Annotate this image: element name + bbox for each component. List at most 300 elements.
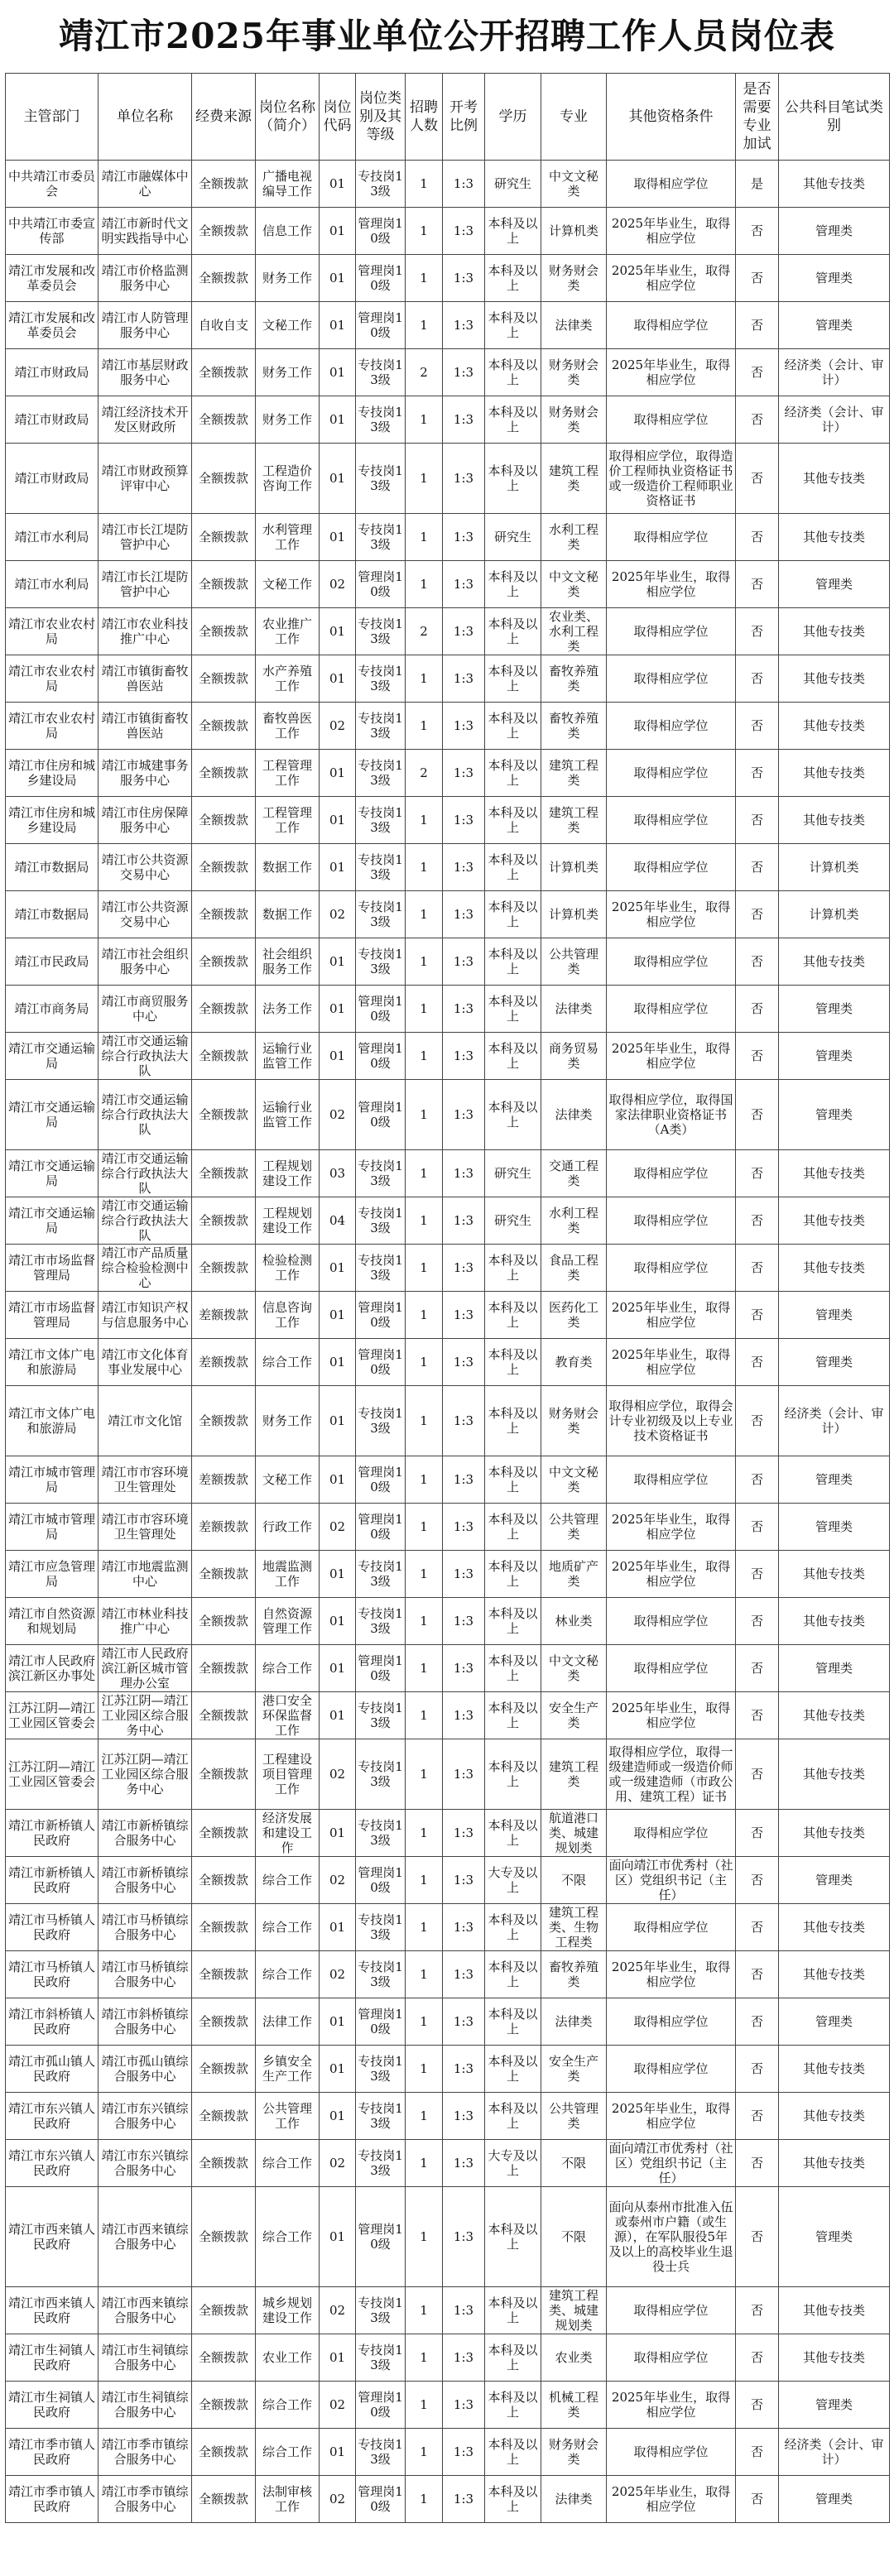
table-row (6, 396, 890, 444)
unit-cell: 靖江市基层财政服务中心 (99, 349, 192, 396)
funding-cell: 全额拨款 (192, 2187, 256, 2287)
exam-type-cell: 其他专技类 (779, 1904, 890, 1951)
count-cell: 1 (406, 703, 443, 750)
ratio-cell: 1:3 (443, 2187, 485, 2287)
category-cell: 专技岗13级 (356, 1197, 406, 1245)
major-cell: 法律类 (541, 302, 607, 349)
ratio-cell: 1:3 (443, 1904, 485, 1951)
table-row (6, 703, 890, 750)
exam-type-cell: 管理类 (779, 2187, 890, 2287)
table-row (6, 1810, 890, 1857)
funding-cell: 全额拨款 (192, 1386, 256, 1456)
category-cell: 管理岗10级 (356, 1998, 406, 2046)
test-cell: 否 (736, 1386, 779, 1456)
funding-cell: 全额拨款 (192, 1645, 256, 1692)
count-cell: 1 (406, 2429, 443, 2476)
major-cell: 中文文秘类 (541, 161, 607, 208)
requirements-cell: 取得相应学位 (607, 302, 736, 349)
funding-cell: 全额拨款 (192, 2476, 256, 2523)
header-cell: 是否需要专业加试 (736, 74, 779, 161)
test-cell: 否 (736, 349, 779, 396)
requirements-cell: 2025年毕业生，取得相应学位 (607, 2476, 736, 2523)
category-cell: 专技岗13级 (356, 797, 406, 844)
ratio-cell: 1:3 (443, 1504, 485, 1551)
unit-cell: 靖江市斜桥镇综合服务中心 (99, 1998, 192, 2046)
unit-cell: 靖江市长江堤防管护中心 (99, 561, 192, 608)
count-cell: 1 (406, 1692, 443, 1739)
code-cell: 02 (320, 561, 356, 608)
count-cell: 1 (406, 561, 443, 608)
position-cell: 农业推广工作 (256, 608, 320, 655)
requirements-cell: 2025年毕业生，取得相应学位 (607, 1033, 736, 1080)
table-row (6, 1150, 890, 1197)
code-cell: 01 (320, 1645, 356, 1692)
category-cell: 专技岗13级 (356, 938, 406, 986)
test-cell: 否 (736, 1692, 779, 1739)
code-cell: 01 (320, 655, 356, 703)
code-cell: 01 (320, 2334, 356, 2382)
position-cell: 综合工作 (256, 1339, 320, 1386)
category-cell: 管理岗10级 (356, 302, 406, 349)
position-cell: 港口安全环保监督工作 (256, 1692, 320, 1739)
department-cell: 靖江市交通运输局 (6, 1033, 99, 1080)
position-cell: 法律工作 (256, 1998, 320, 2046)
major-cell: 教育类 (541, 1339, 607, 1386)
header-cell: 公共科目笔试类别 (779, 74, 890, 161)
category-cell: 专技岗13级 (356, 514, 406, 561)
funding-cell: 全额拨款 (192, 986, 256, 1033)
major-cell: 农业类 (541, 2334, 607, 2382)
department-cell: 靖江市季市镇人民政府 (6, 2476, 99, 2523)
position-cell: 综合工作 (256, 1645, 320, 1692)
department-cell: 靖江市住房和城乡建设局 (6, 797, 99, 844)
header-cell: 其他资格条件 (607, 74, 736, 161)
code-cell: 01 (320, 255, 356, 302)
major-cell: 法律类 (541, 2476, 607, 2523)
education-cell: 本科及以上 (485, 797, 541, 844)
table-row (6, 1551, 890, 1598)
code-cell: 02 (320, 1080, 356, 1150)
code-cell: 01 (320, 2429, 356, 2476)
test-cell: 否 (736, 2046, 779, 2093)
test-cell: 否 (736, 1456, 779, 1504)
count-cell: 1 (406, 1739, 443, 1810)
unit-cell: 靖江市镇街畜牧兽医站 (99, 703, 192, 750)
ratio-cell: 1:3 (443, 750, 485, 797)
table-row (6, 444, 890, 514)
code-cell: 01 (320, 514, 356, 561)
code-cell: 02 (320, 891, 356, 938)
position-cell: 文秘工作 (256, 561, 320, 608)
ratio-cell: 1:3 (443, 1645, 485, 1692)
ratio-cell: 1:3 (443, 1292, 485, 1339)
exam-type-cell: 计算机类 (779, 891, 890, 938)
exam-type-cell: 经济类（会计、审计） (779, 349, 890, 396)
exam-type-cell: 其他专技类 (779, 1951, 890, 1998)
education-cell: 研究生 (485, 1150, 541, 1197)
education-cell: 本科及以上 (485, 1339, 541, 1386)
table-row (6, 1456, 890, 1504)
department-cell: 靖江市生祠镇人民政府 (6, 2334, 99, 2382)
code-cell: 01 (320, 797, 356, 844)
exam-type-cell: 其他专技类 (779, 1197, 890, 1245)
major-cell: 水利工程类 (541, 514, 607, 561)
education-cell: 本科及以上 (485, 1456, 541, 1504)
test-cell: 否 (736, 2093, 779, 2140)
test-cell: 否 (736, 844, 779, 891)
education-cell: 本科及以上 (485, 1292, 541, 1339)
table-row (6, 2334, 890, 2382)
exam-type-cell: 其他专技类 (779, 1551, 890, 1598)
ratio-cell: 1:3 (443, 1810, 485, 1857)
position-cell: 工程建设项目管理工作 (256, 1739, 320, 1810)
department-cell: 靖江市水利局 (6, 514, 99, 561)
education-cell: 本科及以上 (485, 2334, 541, 2382)
department-cell: 靖江市农业农村局 (6, 703, 99, 750)
ratio-cell: 1:3 (443, 1551, 485, 1598)
requirements-cell: 取得相应学位，取得一级建造师或一级造价师或一级建造师（市政公用、建筑工程）证书 (607, 1739, 736, 1810)
requirements-cell: 取得相应学位，取得国家法律职业资格证书（A类） (607, 1080, 736, 1150)
test-cell: 否 (736, 2140, 779, 2187)
department-cell: 靖江市新桥镇人民政府 (6, 1810, 99, 1857)
count-cell: 1 (406, 2382, 443, 2429)
count-cell: 1 (406, 2334, 443, 2382)
department-cell: 靖江市市场监督管理局 (6, 1292, 99, 1339)
count-cell: 1 (406, 986, 443, 1033)
table-row (6, 986, 890, 1033)
ratio-cell: 1:3 (443, 1456, 485, 1504)
code-cell: 02 (320, 2382, 356, 2429)
major-cell: 安全生产类 (541, 1692, 607, 1739)
department-cell: 靖江市财政局 (6, 444, 99, 514)
unit-cell: 靖江市人民政府滨江新区城市管理办公室 (99, 1645, 192, 1692)
major-cell: 商务贸易类 (541, 1033, 607, 1080)
education-cell: 本科及以上 (485, 1386, 541, 1456)
category-cell: 管理岗10级 (356, 986, 406, 1033)
requirements-cell: 取得相应学位，取得会计专业初级及以上专业技术资格证书 (607, 1386, 736, 1456)
exam-type-cell: 其他专技类 (779, 1598, 890, 1645)
funding-cell: 自收自支 (192, 302, 256, 349)
code-cell: 01 (320, 844, 356, 891)
funding-cell: 全额拨款 (192, 2140, 256, 2187)
unit-cell: 靖江市商贸服务中心 (99, 986, 192, 1033)
test-cell: 否 (736, 986, 779, 1033)
unit-cell: 靖江市财政预算评审中心 (99, 444, 192, 514)
exam-type-cell: 管理类 (779, 208, 890, 255)
category-cell: 专技岗13级 (356, 2046, 406, 2093)
test-cell: 是 (736, 161, 779, 208)
test-cell: 否 (736, 1645, 779, 1692)
table-row (6, 1033, 890, 1080)
major-cell: 计算机类 (541, 844, 607, 891)
position-cell: 广播电视编导工作 (256, 161, 320, 208)
category-cell: 专技岗13级 (356, 844, 406, 891)
major-cell: 财务财会类 (541, 255, 607, 302)
category-cell: 管理岗10级 (356, 1857, 406, 1904)
exam-type-cell: 其他专技类 (779, 655, 890, 703)
position-cell: 城乡规划建设工作 (256, 2287, 320, 2334)
ratio-cell: 1:3 (443, 608, 485, 655)
department-cell: 靖江市西来镇人民政府 (6, 2187, 99, 2287)
position-cell: 综合工作 (256, 1904, 320, 1951)
test-cell: 否 (736, 2429, 779, 2476)
exam-type-cell: 其他专技类 (779, 2093, 890, 2140)
ratio-cell: 1:3 (443, 938, 485, 986)
department-cell: 靖江市应急管理局 (6, 1551, 99, 1598)
count-cell: 1 (406, 514, 443, 561)
exam-type-cell: 其他专技类 (779, 1245, 890, 1292)
category-cell: 专技岗13级 (356, 349, 406, 396)
education-cell: 本科及以上 (485, 1951, 541, 1998)
test-cell: 否 (736, 2287, 779, 2334)
education-cell: 本科及以上 (485, 1645, 541, 1692)
exam-type-cell: 其他专技类 (779, 703, 890, 750)
ratio-cell: 1:3 (443, 2140, 485, 2187)
exam-type-cell: 管理类 (779, 255, 890, 302)
education-cell: 本科及以上 (485, 561, 541, 608)
count-cell: 2 (406, 750, 443, 797)
category-cell: 管理岗10级 (356, 2476, 406, 2523)
ratio-cell: 1:3 (443, 655, 485, 703)
unit-cell: 靖江市交通运输综合行政执法大队 (99, 1197, 192, 1245)
exam-type-cell: 管理类 (779, 1080, 890, 1150)
unit-cell: 靖江市市容环境卫生管理处 (99, 1504, 192, 1551)
count-cell: 1 (406, 1150, 443, 1197)
requirements-cell: 取得相应学位 (607, 2287, 736, 2334)
department-cell: 靖江市民政局 (6, 938, 99, 986)
ratio-cell: 1:3 (443, 703, 485, 750)
count-cell: 1 (406, 161, 443, 208)
test-cell: 否 (736, 703, 779, 750)
table-row (6, 2093, 890, 2140)
education-cell: 本科及以上 (485, 986, 541, 1033)
exam-type-cell: 管理类 (779, 1857, 890, 1904)
education-cell: 本科及以上 (485, 2187, 541, 2287)
position-cell: 水产养殖工作 (256, 655, 320, 703)
position-cell: 文秘工作 (256, 1456, 320, 1504)
category-cell: 专技岗13级 (356, 2429, 406, 2476)
position-cell: 乡镇安全生产工作 (256, 2046, 320, 2093)
major-cell: 畜牧养殖类 (541, 1951, 607, 1998)
category-cell: 专技岗13级 (356, 1810, 406, 1857)
count-cell: 1 (406, 1197, 443, 1245)
table-row (6, 1904, 890, 1951)
funding-cell: 全额拨款 (192, 797, 256, 844)
funding-cell: 差额拨款 (192, 1339, 256, 1386)
unit-cell: 靖江经济技术开发区财政所 (99, 396, 192, 444)
major-cell: 交通工程类 (541, 1150, 607, 1197)
funding-cell: 全额拨款 (192, 514, 256, 561)
table-row (6, 1386, 890, 1456)
funding-cell: 全额拨款 (192, 938, 256, 986)
unit-cell: 靖江市长江堤防管护中心 (99, 514, 192, 561)
funding-cell: 全额拨款 (192, 349, 256, 396)
position-cell: 文秘工作 (256, 302, 320, 349)
unit-cell: 靖江市住房保障服务中心 (99, 797, 192, 844)
requirements-cell: 取得相应学位 (607, 161, 736, 208)
category-cell: 专技岗13级 (356, 1951, 406, 1998)
funding-cell: 差额拨款 (192, 1456, 256, 1504)
department-cell: 靖江市文体广电和旅游局 (6, 1339, 99, 1386)
exam-type-cell: 管理类 (779, 2476, 890, 2523)
count-cell: 1 (406, 844, 443, 891)
table-row (6, 1339, 890, 1386)
category-cell: 管理岗10级 (356, 1033, 406, 1080)
education-cell: 本科及以上 (485, 1904, 541, 1951)
count-cell: 1 (406, 396, 443, 444)
code-cell: 01 (320, 2187, 356, 2287)
ratio-cell: 1:3 (443, 2429, 485, 2476)
table-row (6, 938, 890, 986)
major-cell: 水利工程类 (541, 1197, 607, 1245)
position-cell: 工程规划建设工作 (256, 1150, 320, 1197)
requirements-cell: 2025年毕业生，取得相应学位 (607, 891, 736, 938)
department-cell: 靖江市斜桥镇人民政府 (6, 1998, 99, 2046)
code-cell: 01 (320, 1456, 356, 1504)
exam-type-cell: 管理类 (779, 2382, 890, 2429)
requirements-cell: 取得相应学位 (607, 1810, 736, 1857)
code-cell: 02 (320, 1857, 356, 1904)
header-cell: 开考比例 (443, 74, 485, 161)
major-cell: 建筑工程类 (541, 797, 607, 844)
funding-cell: 全额拨款 (192, 1080, 256, 1150)
funding-cell: 全额拨款 (192, 1692, 256, 1739)
position-cell: 综合工作 (256, 2382, 320, 2429)
count-cell: 1 (406, 1339, 443, 1386)
position-cell: 自然资源管理工作 (256, 1598, 320, 1645)
education-cell: 大专及以上 (485, 1857, 541, 1904)
department-cell: 靖江市交通运输局 (6, 1080, 99, 1150)
ratio-cell: 1:3 (443, 255, 485, 302)
exam-type-cell: 其他专技类 (779, 1150, 890, 1197)
department-cell: 靖江市交通运输局 (6, 1150, 99, 1197)
position-cell: 行政工作 (256, 1504, 320, 1551)
code-cell: 01 (320, 396, 356, 444)
count-cell: 1 (406, 208, 443, 255)
department-cell: 靖江市东兴镇人民政府 (6, 2140, 99, 2187)
funding-cell: 全额拨款 (192, 844, 256, 891)
ratio-cell: 1:3 (443, 1339, 485, 1386)
category-cell: 管理岗10级 (356, 561, 406, 608)
department-cell: 江苏江阴—靖江工业园区管委会 (6, 1739, 99, 1810)
funding-cell: 全额拨款 (192, 750, 256, 797)
education-cell: 研究生 (485, 1197, 541, 1245)
table-body (6, 161, 890, 2523)
test-cell: 否 (736, 2382, 779, 2429)
table-row (6, 2046, 890, 2093)
major-cell: 财务财会类 (541, 396, 607, 444)
funding-cell: 全额拨款 (192, 2287, 256, 2334)
category-cell: 专技岗13级 (356, 2093, 406, 2140)
funding-cell: 全额拨款 (192, 1810, 256, 1857)
position-cell: 综合工作 (256, 1857, 320, 1904)
requirements-cell: 2025年毕业生，取得相应学位 (607, 255, 736, 302)
funding-cell: 全额拨款 (192, 1857, 256, 1904)
exam-type-cell: 管理类 (779, 1456, 890, 1504)
position-cell: 财务工作 (256, 1386, 320, 1456)
department-cell: 靖江市马桥镇人民政府 (6, 1904, 99, 1951)
exam-type-cell: 经济类（会计、审计） (779, 2429, 890, 2476)
requirements-cell: 取得相应学位 (607, 1645, 736, 1692)
count-cell: 1 (406, 1598, 443, 1645)
position-cell: 数据工作 (256, 844, 320, 891)
major-cell: 财务财会类 (541, 2429, 607, 2476)
header-cell: 经费来源 (192, 74, 256, 161)
major-cell: 计算机类 (541, 208, 607, 255)
ratio-cell: 1:3 (443, 2476, 485, 2523)
unit-cell: 靖江市镇街畜牧兽医站 (99, 655, 192, 703)
code-cell: 01 (320, 2046, 356, 2093)
table-row (6, 1692, 890, 1739)
unit-cell: 靖江市交通运输综合行政执法大队 (99, 1150, 192, 1197)
code-cell: 01 (320, 444, 356, 514)
position-cell: 工程规划建设工作 (256, 1197, 320, 1245)
major-cell: 地质矿产类 (541, 1551, 607, 1598)
unit-cell: 靖江市市容环境卫生管理处 (99, 1456, 192, 1504)
requirements-cell: 取得相应学位 (607, 608, 736, 655)
requirements-cell: 2025年毕业生，取得相应学位 (607, 1339, 736, 1386)
major-cell: 不限 (541, 2140, 607, 2187)
table-row (6, 1857, 890, 1904)
major-cell: 农业类、水利工程类 (541, 608, 607, 655)
requirements-cell: 2025年毕业生，取得相应学位 (607, 208, 736, 255)
table-row (6, 2476, 890, 2523)
test-cell: 否 (736, 1292, 779, 1339)
major-cell: 中文文秘类 (541, 1645, 607, 1692)
major-cell: 安全生产类 (541, 2046, 607, 2093)
test-cell: 否 (736, 1951, 779, 1998)
category-cell: 专技岗13级 (356, 396, 406, 444)
count-cell: 1 (406, 1551, 443, 1598)
position-cell: 综合工作 (256, 1951, 320, 1998)
test-cell: 否 (736, 1197, 779, 1245)
position-cell: 财务工作 (256, 255, 320, 302)
table-row (6, 1998, 890, 2046)
department-cell: 靖江市人民政府滨江新区办事处 (6, 1645, 99, 1692)
funding-cell: 全额拨款 (192, 208, 256, 255)
ratio-cell: 1:3 (443, 208, 485, 255)
requirements-cell: 2025年毕业生，取得相应学位 (607, 1504, 736, 1551)
page-title: 靖江市2025年事业单位公开招聘工作人员岗位表 (59, 16, 835, 56)
funding-cell: 全额拨款 (192, 2093, 256, 2140)
department-cell: 靖江市发展和改革委员会 (6, 302, 99, 349)
test-cell: 否 (736, 1504, 779, 1551)
department-cell: 靖江市自然资源和规划局 (6, 1598, 99, 1645)
category-cell: 管理岗10级 (356, 2382, 406, 2429)
unit-cell: 靖江市知识产权与信息服务中心 (99, 1292, 192, 1339)
count-cell: 1 (406, 1810, 443, 1857)
education-cell: 本科及以上 (485, 255, 541, 302)
category-cell: 管理岗10级 (356, 1645, 406, 1692)
category-cell: 专技岗13级 (356, 703, 406, 750)
category-cell: 管理岗10级 (356, 1504, 406, 1551)
header-cell: 专业 (541, 74, 607, 161)
department-cell: 靖江市财政局 (6, 396, 99, 444)
unit-cell: 靖江市西来镇综合服务中心 (99, 2187, 192, 2287)
code-cell: 01 (320, 161, 356, 208)
test-cell: 否 (736, 938, 779, 986)
header-cell: 主管部门 (6, 74, 99, 161)
department-cell: 靖江市城市管理局 (6, 1504, 99, 1551)
education-cell: 本科及以上 (485, 1998, 541, 2046)
education-cell: 本科及以上 (485, 1810, 541, 1857)
position-cell: 信息咨询工作 (256, 1292, 320, 1339)
ratio-cell: 1:3 (443, 797, 485, 844)
education-cell: 本科及以上 (485, 750, 541, 797)
position-cell: 地震监测工作 (256, 1551, 320, 1598)
requirements-cell: 2025年毕业生，取得相应学位 (607, 2093, 736, 2140)
requirements-cell: 取得相应学位 (607, 396, 736, 444)
